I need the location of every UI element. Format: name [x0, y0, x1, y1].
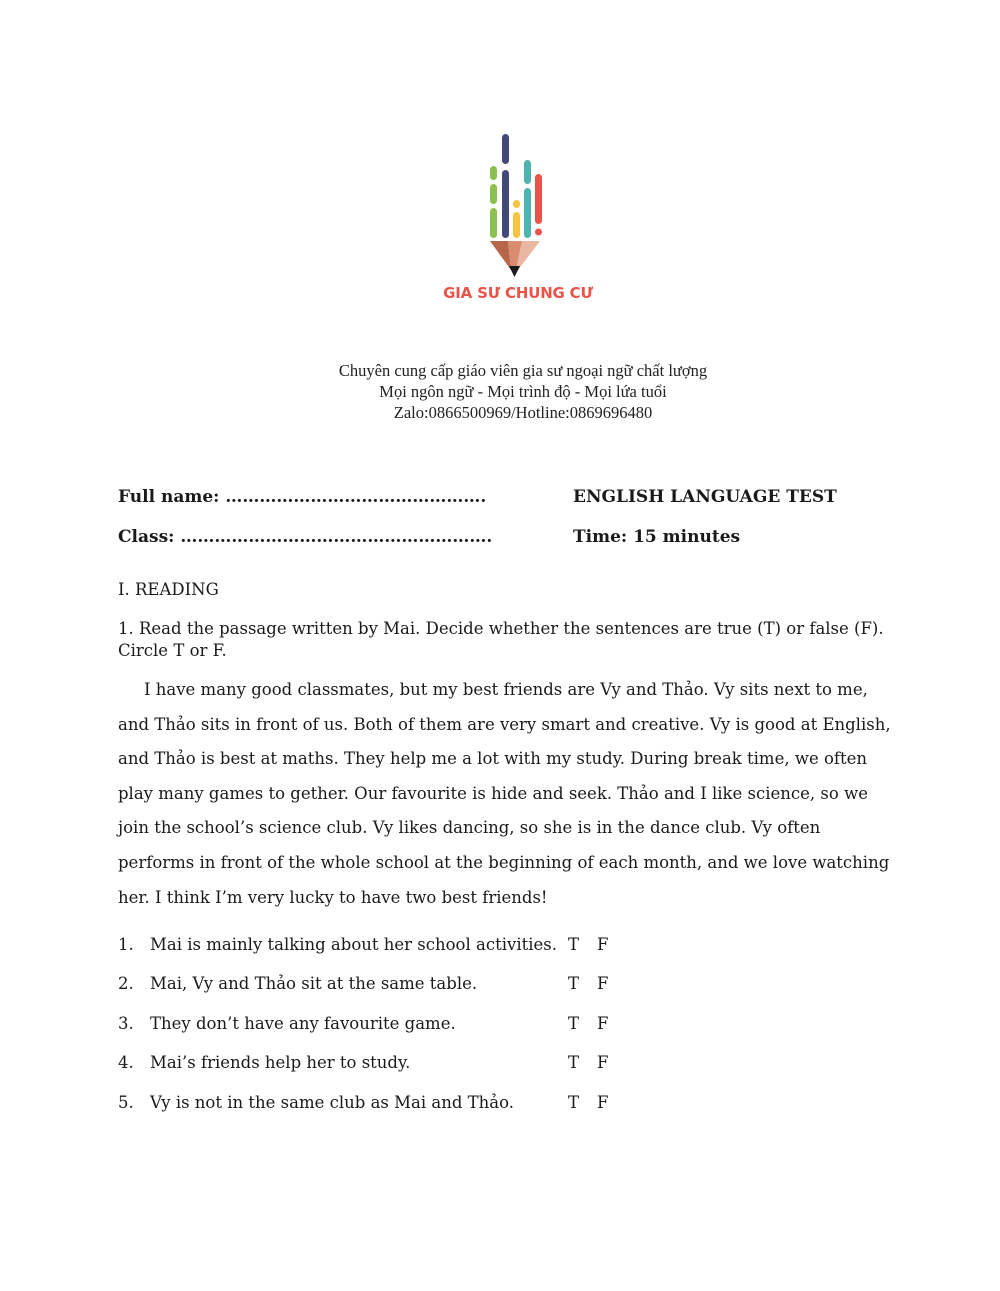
question-text: Mai’s friends help her to study.	[150, 1053, 411, 1073]
section-title: I. READING	[118, 580, 219, 599]
true-option[interactable]: T	[568, 974, 580, 994]
question-text: Mai is mainly talking about her school activities.	[150, 935, 557, 954]
passage-line: play many games to gether. Our favourite is hide and seek. Thảo and I like science, so we	[118, 783, 868, 803]
question-item	[118, 1048, 638, 1087]
question-item	[118, 969, 638, 1008]
passage-line: her. I think I’m very lucky to have two best friends!	[118, 887, 548, 907]
question-text: Vy is not in the same club as Mai and Thảo.	[150, 1092, 514, 1112]
tagline-line-2: Mọi ngôn ngữ - Mọi trình độ - Mọi lứa tuổi	[379, 382, 667, 401]
full-name-field: Full name: ……………………………………….	[118, 487, 487, 507]
true-option[interactable]: T	[568, 935, 580, 954]
true-option[interactable]: T	[568, 1013, 580, 1033]
question-number: 4.	[118, 1053, 134, 1073]
false-option[interactable]: F	[597, 1092, 609, 1112]
question-item	[118, 1009, 638, 1048]
false-option[interactable]: F	[597, 1013, 609, 1033]
question-number: 1.	[118, 935, 134, 954]
true-option[interactable]: T	[568, 1053, 580, 1073]
true-option[interactable]: T	[568, 1092, 580, 1112]
pencil-logo-icon	[478, 128, 558, 283]
tagline-line-1: Chuyên cung cấp giáo viên gia sư ngoại ngữ chất lượng	[338, 361, 708, 380]
passage-line: I have many good classmates, but my best friends are Vy and Thảo. Vy sits next to me,	[144, 680, 868, 699]
question-text: Mai, Vy and Thảo sit at the same table.	[150, 974, 478, 994]
question-item	[118, 930, 638, 969]
passage-line: and Thảo is best at maths. They help me a lot with my study. During break time, we often	[118, 749, 868, 769]
time-limit: Time: 15 minutes	[573, 527, 741, 547]
passage-line: performs in front of the whole school at the beginning of each month, and we love watching	[118, 852, 890, 872]
tagline	[0, 360, 1000, 423]
reading-passage	[118, 673, 918, 915]
brand-name: GIA SƯ CHUNG CƯ	[443, 284, 593, 302]
test-title: ENGLISH LANGUAGE TEST	[573, 487, 837, 507]
false-option[interactable]: F	[597, 1053, 609, 1073]
false-option[interactable]: F	[597, 935, 609, 954]
exercise-instruction: 1. Read the passage written by Mai. Decide whether the sentences are true (T) or false (F). Circle T or F.	[118, 619, 884, 660]
class-field: Class: ……………………………………………….	[118, 527, 493, 547]
question-number: 3.	[118, 1013, 134, 1033]
question-item	[118, 1088, 638, 1127]
question-list	[118, 930, 638, 1127]
passage-line: join the school’s science club. Vy likes dancing, so she is in the dance club. Vy often	[118, 818, 821, 838]
false-option[interactable]: F	[597, 974, 609, 994]
question-number: 2.	[118, 974, 134, 994]
passage-line: and Thảo sits in front of us. Both of them are very smart and creative. Vy is good at English,	[118, 714, 891, 734]
question-text: They don’t have any favourite game.	[150, 1013, 456, 1033]
tagline-contact: Zalo:0866500969/Hotline:0869696480	[393, 403, 653, 422]
question-number: 5.	[118, 1092, 134, 1112]
